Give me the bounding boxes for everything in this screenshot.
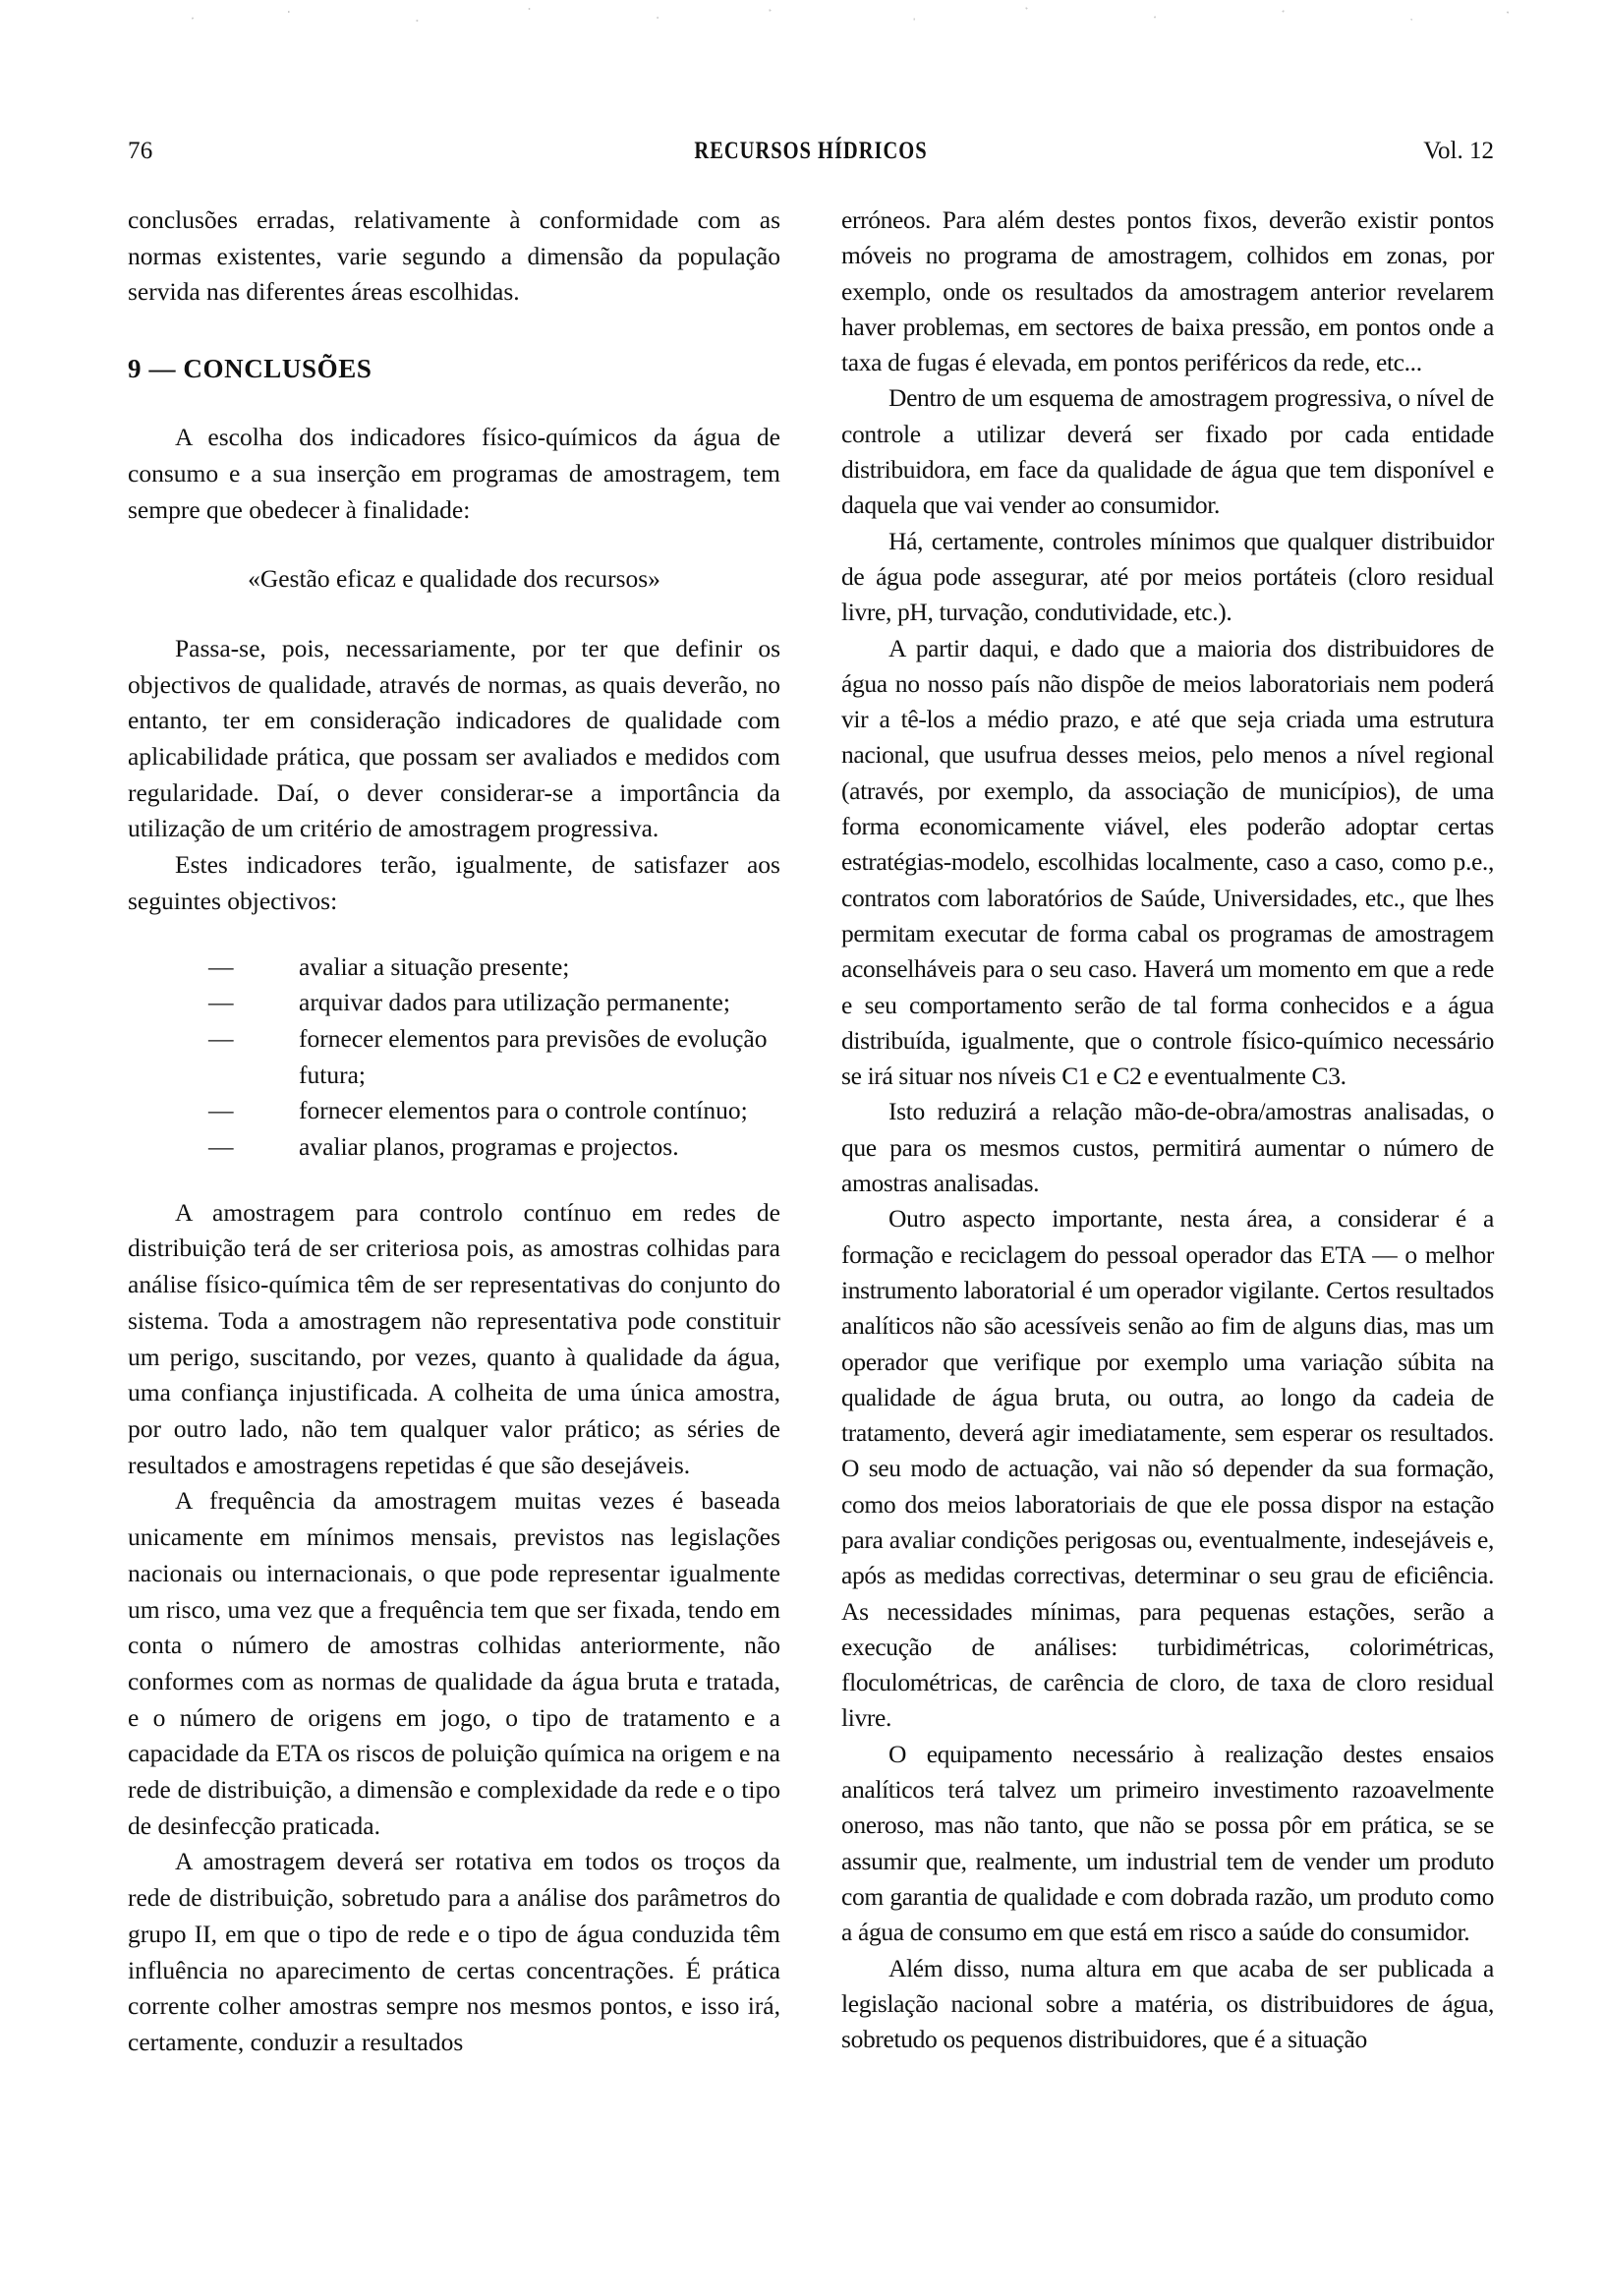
list-dash: — (208, 1132, 234, 1162)
list-item-label: arquivar dados para utilização permanente; (299, 988, 730, 1017)
list-item (173, 985, 780, 1021)
section-heading-conclusoes: 9 — CONCLUSÕES (128, 354, 372, 384)
list-item (173, 1129, 780, 1166)
paragraph: A escolha dos indicadores físico-químicos da água de consumo e a sua inserção em programas de amostragem, tem sempre que obedecer à finalidade: (128, 423, 780, 524)
list-item-label: avaliar planos, programas e projectos. (299, 1132, 679, 1162)
paragraph: Outro aspecto importante, nesta área, a considerar é a formação e reciclagem do pessoal operador das ETA — o melhor instrumento laboratorial é um operador vigilante. Certos resultados analíticos não são acessíveis senão ao fim de alguns dias, mas um operador que verifique por exemplo uma variação súbita na qualidade de água bruta, ou outra, ao longo da cadeia de tratamento, deverá agir imediatamente, sem esperar os resultados. O seu modo de actuação, vai não só depender da sua formação, como dos meios laboratoriais de que ele possa dispor na estação para avaliar condições perigosas ou, eventualmente, indesejáveis e, após as medidas correctivas, determinar o seu grau de eficiência. As necessidades mínimas, para pequenas estações, serão a execução de análises: turbidimétricas, colorimétricas, floculométricas, de carência de cloro, de taxa de cloro residual livre. (841, 1204, 1494, 1733)
pull-quote: «Gestão eficaz e qualidade dos recursos» (248, 564, 660, 594)
paragraph: Isto reduzirá a relação mão-de-obra/amostras analisadas, o que para os mesmos custos, permitirá aumentar o número de amostras analisadas. (841, 1097, 1494, 1198)
paragraph: A frequência da amostragem muitas vezes é baseada unicamente em mínimos mensais, previstos nas legislações nacionais ou internacionais, o que pode representar igualmente um risco, uma vez que a frequência tem que ser fixada, tendo em conta o número de amostras colhidas anteriormente, não conformes com as normas de qualidade da água bruta e tratada, e o número de origens em jogo, o tipo de tratamento e a capacidade da ETA os riscos de poluição química na origem e na rede de distribuição, a dimensão e complexidade da rede e o tipo de desinfecção praticada. (128, 1486, 780, 1840)
volume-label: Vol. 12 (1423, 138, 1494, 164)
list-dash: — (208, 1096, 234, 1125)
right-column (841, 202, 1494, 2061)
page-content (128, 0, 1494, 2061)
list-item-label: avaliar a situação presente; (299, 951, 570, 981)
list-item (173, 1021, 780, 1093)
two-column-body (128, 202, 1494, 2061)
list-dash: — (208, 951, 234, 981)
left-column (128, 202, 780, 2061)
paragraph: A amostragem deverá ser rotativa em todos os troços da rede de distribuição, sobretudo para a análise dos parâmetros do grupo II, em que o tipo de rede e o tipo de água conduzida têm influência no aparecimento de certas concentrações. É prática corrente colher amostras sempre nos mesmos pontos, e isso irá, certamente, conduzir a resultados (128, 1847, 780, 2056)
paragraph: Além disso, numa altura em que acaba de ser publicada a legislação nacional sobre a matéria, os distribuidores de água, sobretudo os pequenos distribuidores, que é a situação (841, 1953, 1494, 2054)
journal-title: RECURSOS HÍDRICOS (694, 138, 928, 164)
list-dash: — (208, 1023, 234, 1053)
paragraph: A amostragem para controlo contínuo em redes de distribuição terá de ser criteriosa pois, as amostras colhidas para análise físico-química têm de ser representativas do conjunto do sistema. Toda a amostragem não representativa pode constituir um perigo, suscitando, por vezes, quanto à qualidade da água, uma confiança injustificada. A colheita de uma única amostra, por outro lado, não tem qualquer valor prático; as séries de resultados e amostragens repetidas é que são desejáveis. (128, 1197, 780, 1479)
list-item (173, 1093, 780, 1129)
objectives-list (128, 949, 780, 1166)
paragraph: A partir daqui, e dado que a maioria dos distribuidores de água no nosso país não dispõe de meios laboratoriais nem poderá vir a tê-los a médio prazo, e até que seja criada uma estrutura nacional, que usufrua desses meios, pelo menos a nível regional (através, por exemplo, da associação de municípios), de uma forma economicamente viável, eles poderão adoptar certas estratégias-modelo, escolhidas localmente, caso a caso, como p.e., contratos com laboratórios de Saúde, Universidades, etc., que lhes permitam executar de forma cabal os programas de amostragem aconselháveis para o seu caso. Haverá um momento em que a rede e seu comportamento serão de tal forma conhecidos e a água distribuída, igualmente, que o controle físico-químico necessário se irá situar nos níveis C1 e C2 e eventualmente C3. (841, 633, 1494, 1091)
list-item (173, 949, 780, 986)
paragraph: Passa-se, pois, necessariamente, por ter que definir os objectivos de qualidade, através de normas, as quais deverão, no entanto, ter em consideração indicadores de qualidade com aplicabilidade prática, que possam ser avaliados e medidos com regularidade. Daí, o dever considerar-se a importância da utilização de um critério de amostragem progressiva. (128, 633, 780, 843)
paragraph: Há, certamente, controles mínimos que qualquer distribuidor de água pode assegurar, até por meios portáteis (cloro residual livre, pH, turvação, condutividade, etc.). (841, 526, 1494, 627)
paragraph-continued: conclusões erradas, relativamente à conformidade com as normas existentes, varie segundo a dimensão da população servida nas diferentes áreas escolhidas. (128, 205, 780, 307)
list-dash: — (208, 988, 234, 1017)
paragraph: Estes indicadores terão, igualmente, de satisfazer aos seguintes objectivos: (128, 850, 780, 915)
running-head (128, 138, 1494, 177)
list-item-label: fornecer elementos para o controle contínuo; (299, 1096, 748, 1125)
paragraph: Dentro de um esquema de amostragem progressiva, o nível de controle a utilizar deverá ser fixado por cada entidade distribuidora, em face da qualidade de água que tem disponível e daquela que vai vender ao consumidor. (841, 383, 1494, 520)
paragraph-continued: erróneos. Para além destes pontos fixos, deverão existir pontos móveis no programa de amostragem, colhidos em zonas, por exemplo, onde os resultados da amostragem anterior revelarem haver problemas, em sectores de baixa pressão, em pontos onde a taxa de fugas é elevada, em pontos periféricos da rede, etc... (841, 205, 1494, 377)
paragraph: O equipamento necessário à realização destes ensaios analíticos terá talvez um primeiro investimento razoavelmente oneroso, mas não tanto, que não se possa pôr em prática, se se assumir que, realmente, um industrial tem de vender um produto com garantia de qualidade e com dobrada razão, um produto como a água de consumo em que está em risco a saúde do consumidor. (841, 1739, 1494, 1947)
list-item-label: fornecer elementos para previsões de evolução futura; (299, 1023, 768, 1089)
page-number: 76 (128, 138, 153, 164)
